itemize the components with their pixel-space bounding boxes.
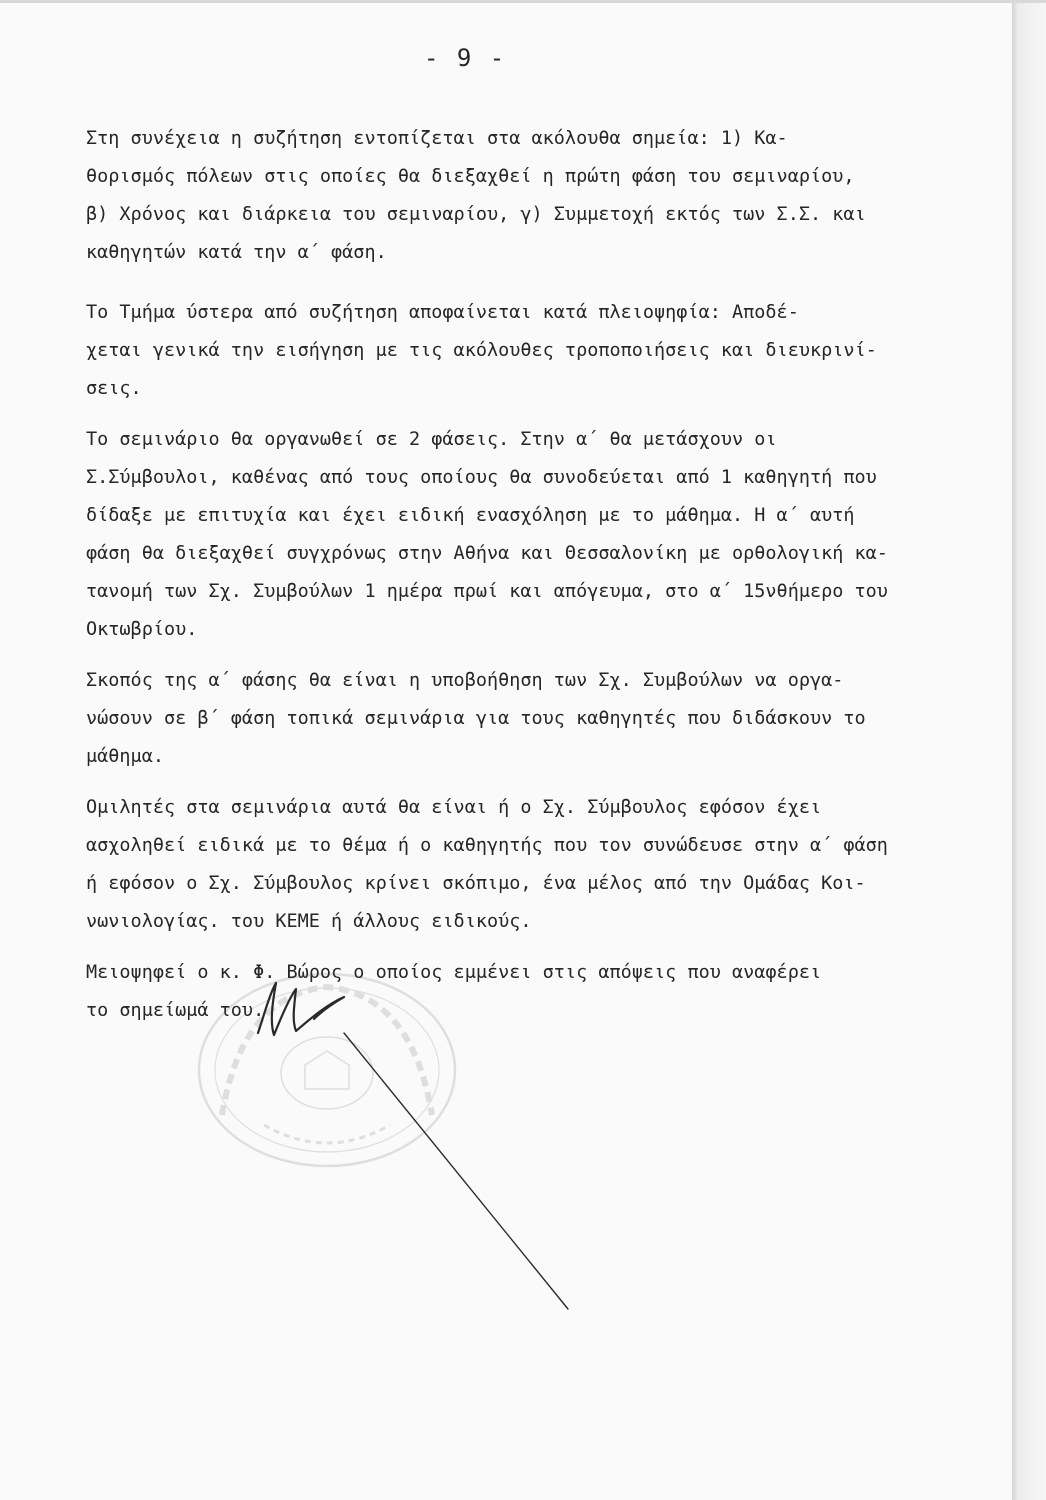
handwritten-signature-icon [240,975,570,1315]
paragraph-speakers: Ομιλητές στα σεμινάρια αυτά θα είναι ή ο Σχ. Σύμβουλος εφόσον έχει ασχοληθεί ειδικά με το θέμα ή ο καθηγητής που τον συνώδευσε στην α΄ φάση ή εφόσον ο Σχ. Σύμβουλος κρίνει σκόπιμο, ένα μέλος από την Ομάδας Κοι- νωνιολογίας. του ΚΕΜΕ ή άλλους ειδικούς. [86,797,888,932]
paragraph-seminar-phases: Το σεμινάριο θα οργανωθεί σε 2 φάσεις. Στην α΄ θα μετάσχουν οι Σ.Σύμβουλοι, καθένας από τους οποίους θα συνοδεύεται από 1 καθηγητή που δίδαξε με επιτυχία και έχει ειδική ενασχόληση με το μάθημα. Η α΄ αυτή φάση θα διεξαχθεί συγχρόνως στην Αθήνα και Θεσσαλονίκη με ορθολογική κα- τανομή των Σχ. Συμβούλων 1 ημέρα πρωί και απόγευμα, στο α΄ 15νθήμερο του Οκτωβρίου. [86,429,888,640]
paragraph-majority-decision: Το Τμήμα ύστερα από συζήτηση αποφαίνεται κατά πλειοψηφία: Αποδέ- χεται γενικά την εισήγηση με τις ακόλουθες τροποποιήσεις και διευκρινί- σεις. [86,302,877,399]
page-top-border [0,0,1046,3]
document-body [86,120,986,1030]
paragraph-phase-purpose: Σκοπός της α΄ φάσης θα είναι η υποβοήθηση των Σχ. Συμβούλων να οργα- νώσουν σε β΄ φάση τοπικά σεμινάρια για τους καθηγητές που διδάσκουν το μάθημα. [86,670,866,767]
paragraph-discussion-points: Στη συνέχεια η συζήτηση εντοπίζεται στα ακόλουθα σημεία: 1) Κα- θορισμός πόλεων στις οποίες θα διεξαχθεί η πρώτη φάση του σεμιναρίου, β) Χρόνος και διάρκεια του σεμιναρίου, γ) Συμμετοχή εκτός των Σ.Σ. και καθηγητών κατά την α΄ φάση. [86,128,866,263]
paragraph-minority-opinion: Μειοψηφεί ο κ. Φ. Βώρος ο οποίος εμμένει στις απόψεις που αναφέρει το σημείωμά του. [86,962,822,1021]
page-number: - 9 - [424,44,507,72]
page-edge-shadow [1012,0,1046,1500]
